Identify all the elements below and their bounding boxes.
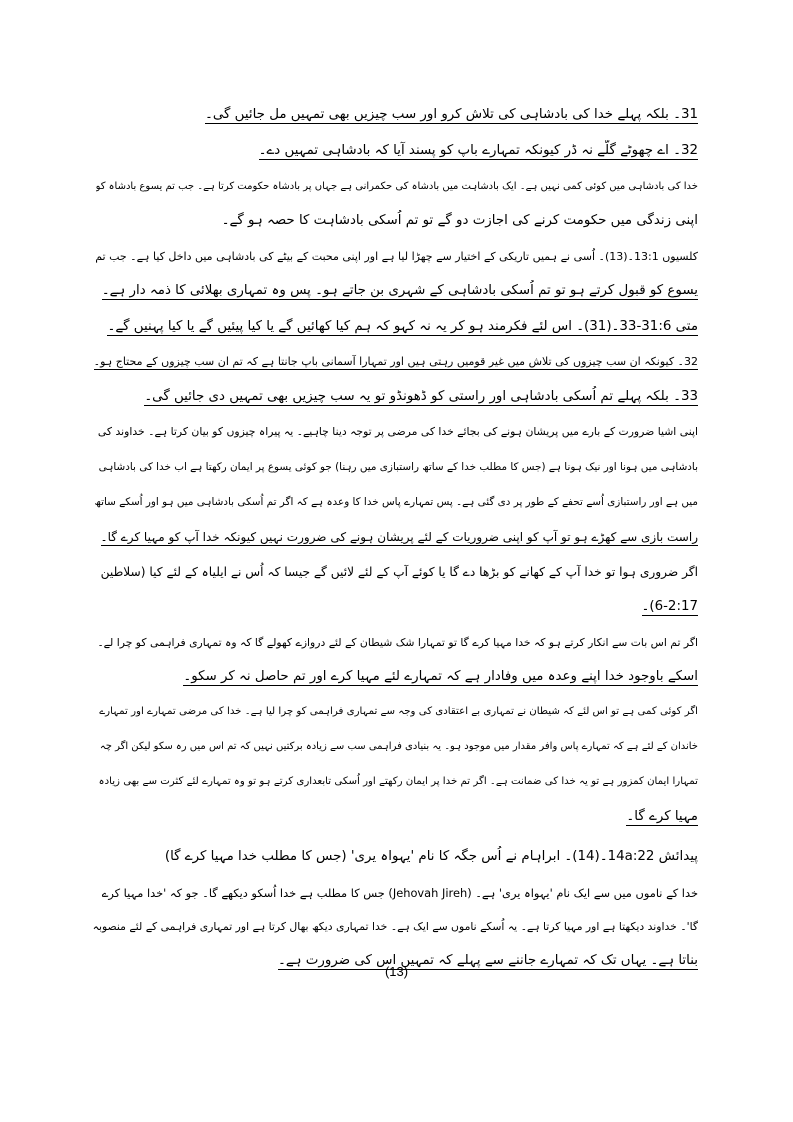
text-line: خاندان کے لئے ہے کہ تمہارے پاس وافر مقدار میں موجود ہو۔ یہ بنیادی فراہمی سب سے زیادہ برکتیں نہیں کہ تم اس میں رہ سکو لیکن اگر چہ bbox=[99, 741, 698, 752]
text-line: اپنی زندگی میں حکومت کرنے کی اجازت دو گے تو تم اُسکی بادشاہت کا حصہ ہو گے۔ bbox=[221, 213, 698, 228]
text-line: 6-2:17)۔ bbox=[641, 599, 698, 614]
text-line: اگر کوئی کمی ہے تو اس لئے کہ شیطان نے تمہاری بے اعتقادی کی وجہ سے تمہاری فراہمی کو چرا لیا ہے۔ خدا کی مرضی تمہارے اور تمہارے bbox=[99, 706, 698, 717]
text-line: خدا کی بادشاہی میں کوئی کمی نہیں ہے۔ ایک بادشاہت میں بادشاہ کی حکمرانی ہے جہاں پر بادشاہ حکومت کرتا ہے۔ جب تم یسوع بادشاہ کو bbox=[95, 181, 698, 192]
text-line: خدا کے ناموں میں سے ایک نام 'یہواہ یری' ہے۔ (Jehovah Jireh) جس کا مطلب ہے خدا اُسکو دیکھے گا۔ جو کہ 'خدا مہیا کرے bbox=[101, 886, 698, 900]
text-line: 32۔ اے چھوٹے گلّے نہ ڈر کیونکہ تمہارے باپ کو پسند آیا کہ بادشاہی تمہیں دے۔ bbox=[258, 143, 698, 158]
page-number: (13) bbox=[384, 964, 409, 979]
text-line: مہیا کرے گا۔ bbox=[626, 809, 698, 824]
text-line: اگر ضروری ہوا تو خدا آپ کے کھانے کو بڑھا دے گا یا کوئے آپ کے لئے لائیں گے جیسا کہ اُس نے ایلیاہ کے لئے کیا (سلاطین bbox=[100, 565, 698, 579]
text-line: 31۔ بلکہ پہلے خدا کی بادشاہی کی تلاش کرو اور سب چیزیں بھی تمہیں مل جائیں گی۔ bbox=[205, 107, 698, 122]
text-line: راست بازی سے کھڑے ہو تو آپ کو اپنی ضروریات کے لئے پریشان ہونے کی ضرورت نہیں کیونکہ خدا آپ کو مہیا کرے گا۔ bbox=[100, 530, 698, 544]
text-line: کلسیوں 13:1۔(13)۔ اُسی نے ہمیں تاریکی کے اختیار سے چھڑا لیا ہے اور اپنی محبت کے بیٹے کی بادشاہی میں داخل کیا ہے۔ جب تم bbox=[95, 250, 698, 263]
text-line: متی 31:6-33۔(31)۔ اس لئے فکرمند ہو کر یہ نہ کہو کہ ہم کیا کھائیں گے یا کیا پیئیں گے یا کیا پہنیں گے۔ bbox=[107, 319, 698, 334]
text-line: یسوع کو قبول کرتے ہو تو تم اُسکی بادشاہی کے شہری بن جاتے ہو۔ پس وہ تمہاری بھلائی کا ذمہ دار ہے۔ bbox=[101, 283, 698, 298]
text-line: میں ہے اور راستبازی اُسے تحفے کے طور پر دی گئی ہے۔ پس تمہارے پاس خدا کا وعدہ ہے کہ اگر تم اُسکی بادشاہی میں ہو اور اُسکے ساتھ bbox=[94, 496, 698, 508]
text-line: بادشاہی میں ہونا اور نیک ہونا ہے (جس کا مطلب خدا کے ساتھ راستبازی میں رہنا) جو کوئی یسوع پر ایمان رکھتا ہے اب خدا کی بادشاہی bbox=[98, 461, 698, 473]
text-line: پیدائش 14a:22۔(14)۔ ابراہام نے اُس جگہ کا نام 'یہواہ یری' (جس کا مطلب خدا مہیا کرے گا) bbox=[164, 849, 698, 864]
text-line: بناتا ہے۔ یہاں تک کہ تمہارے جاننے سے پہلے کہ تمہیں اس کی ضرورت ہے۔ bbox=[277, 953, 698, 968]
text-line: اگر تم اس بات سے انکار کرتے ہو کہ خدا مہیا کرے گا تو تمہارا شک شیطان کے لئے دروازے کھولے گا کہ وہ تمہاری فراہمی کو چرا لے۔ bbox=[97, 636, 698, 649]
text-line: گا'۔ خداوند دیکھتا ہے اور مہیا کرتا ہے۔ یہ اُسکے ناموں سے ایک ہے۔ خدا تمہاری دیکھ بھال کرتا ہے اور تمہاری فراہمی کے لئے منصوبہ bbox=[92, 920, 698, 933]
text-line: 33۔ بلکہ پہلے تم اُسکی بادشاہی اور راستی کو ڈھونڈو تو یہ سب چیزیں بھی تمہیں دی جائیں گی۔ bbox=[144, 389, 698, 404]
text-line: اسکے باوجود خدا اپنے وعدہ میں وفادار ہے کہ تمہارے لئے مہیا کرے اور تم حاصل نہ کر سکو۔ bbox=[183, 669, 698, 684]
text-line: اپنی اشیا ضرورت کے بارے میں پریشان ہونے کی بجائے خدا کی مرضی پر توجہ دینا چاہیے۔ یہ پیراہ چیزوں کو بیان کرتا ہے۔ خداوند کی bbox=[97, 425, 698, 438]
text-line: تمہارا ایمان کمزور ہے تو یہ خدا کی ضمانت ہے۔ اگر تم خدا پر ایمان رکھتے اور اُسکی تابعداری کرتے ہو تو وہ تمہارے لئے کثرت سے بھی زیادہ bbox=[98, 776, 698, 787]
text-line: 32۔ کیونکہ ان سب چیزوں کی تلاش میں غیر قومیں رہتی ہیں اور تمہارا آسمانی باپ جانتا ہے کہ تم ان سب چیزوں کے محتاج ہو۔ bbox=[93, 355, 698, 368]
